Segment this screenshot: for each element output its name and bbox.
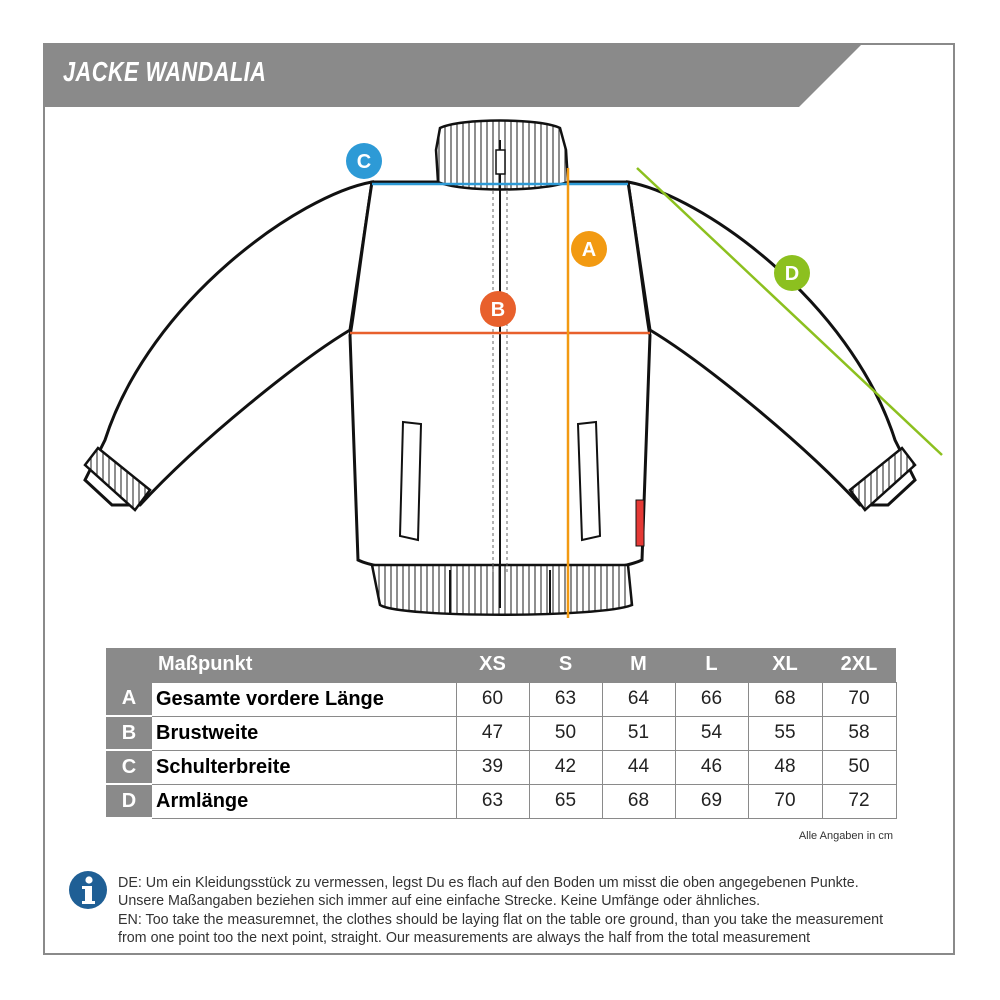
size-table [106, 648, 897, 819]
table-cell: 51 [602, 716, 675, 750]
marker-b [480, 291, 516, 327]
header-size: 2XL [822, 648, 896, 682]
header-size: L [675, 648, 748, 682]
table-cell: 65 [529, 784, 602, 818]
right-sleeve [628, 182, 915, 505]
table-cell: 58 [822, 716, 896, 750]
row-label: Gesamte vordere Länge [152, 682, 456, 716]
row-label: Schulterbreite [152, 750, 456, 784]
page-title: JACKE WANDALIA [63, 56, 267, 87]
table-cell: 64 [602, 682, 675, 716]
table-cell: 63 [529, 682, 602, 716]
right-pocket [578, 422, 600, 540]
table-cell: 63 [456, 784, 529, 818]
table-row [106, 682, 896, 716]
table-cell: 69 [675, 784, 748, 818]
table-cell: 50 [822, 750, 896, 784]
left-pocket [400, 422, 421, 540]
table-cell: 70 [748, 784, 822, 818]
left-sleeve [85, 182, 372, 505]
instruction-line: EN: Too take the measuremnet, the clothes should be laying flat on the table ore ground, than you take the measurement [118, 911, 884, 928]
header-size: S [529, 648, 602, 682]
table-row [106, 784, 896, 818]
table-cell: 55 [748, 716, 822, 750]
measurement-instructions [118, 874, 948, 948]
table-cell: 44 [602, 750, 675, 784]
header-corner [106, 648, 152, 682]
row-letter: D [106, 784, 152, 818]
row-letter: C [106, 750, 152, 784]
marker-a [571, 231, 607, 267]
svg-text:A: A [581, 239, 597, 261]
table-cell: 42 [529, 750, 602, 784]
instruction-line: Unsere Maßangaben beziehen sich immer auf eine einfache Strecke. Keine Umfänge oder ähnliches. [118, 893, 761, 910]
row-letter: B [106, 716, 152, 750]
table-cell: 47 [456, 716, 529, 750]
table-cell: 68 [602, 784, 675, 818]
table-cell: 48 [748, 750, 822, 784]
table-cell: 66 [675, 682, 748, 716]
brand-tag [636, 500, 644, 546]
header-measure-point: Maßpunkt [152, 648, 456, 682]
table-row [106, 750, 896, 784]
table-cell: 68 [748, 682, 822, 716]
instruction-line: DE: Um ein Kleidungsstück zu vermessen, legst Du es flach auf den Boden um misst die oben angegebenen Punkte. [118, 875, 859, 891]
header-size: XS [456, 648, 529, 682]
svg-text:C: C [356, 151, 372, 173]
marker-d [774, 255, 810, 291]
info-icon [68, 870, 108, 910]
table-header-row [106, 648, 896, 682]
header-size: XL [748, 648, 822, 682]
header-size: M [602, 648, 675, 682]
instruction-line: from one point too the next point, straight. Our measurements are always the half from the total measurement [118, 930, 811, 947]
table-cell: 39 [456, 750, 529, 784]
table-cell: 54 [675, 716, 748, 750]
table-cell: 60 [456, 682, 529, 716]
table-cell: 72 [822, 784, 896, 818]
table-cell: 50 [529, 716, 602, 750]
table-row [106, 716, 896, 750]
row-label: Brustweite [152, 716, 456, 750]
svg-text:D: D [784, 263, 800, 285]
svg-text:B: B [490, 299, 506, 321]
row-label: Armlänge [152, 784, 456, 818]
table-cell: 46 [675, 750, 748, 784]
table-cell: 70 [822, 682, 896, 716]
waistband [372, 565, 632, 615]
row-letter: A [106, 682, 152, 716]
jacket-illustration [60, 110, 960, 640]
units-note: Alle Angaben in cm [798, 830, 893, 842]
marker-c [346, 143, 382, 179]
